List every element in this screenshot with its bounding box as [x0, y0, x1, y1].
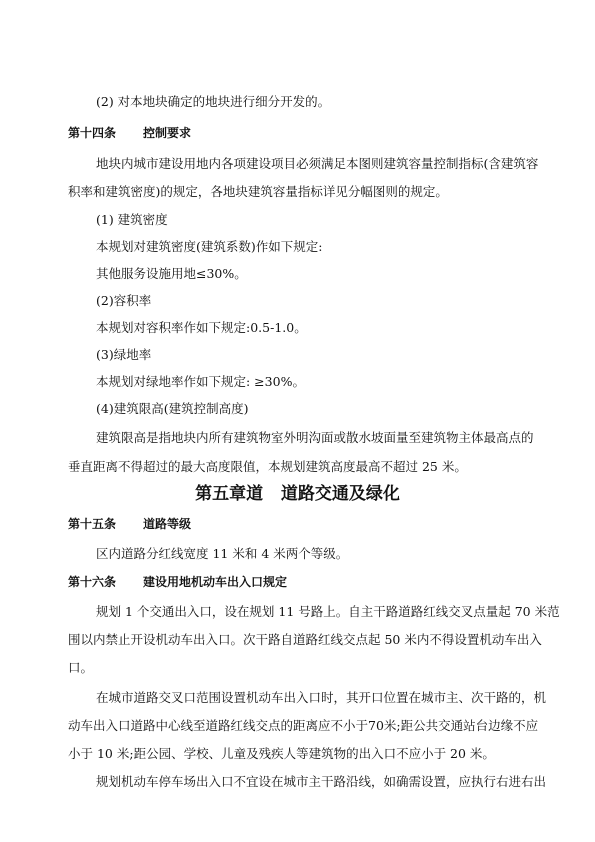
- list-item: (1) 建筑密度: [96, 212, 168, 227]
- article-14-heading: [68, 125, 191, 141]
- paragraph-line: 地块内城市建设用地内各项建设项目必须满足本图则建筑容量控制指标(含建筑容: [96, 156, 539, 171]
- article-16-title: 建设用地机动车出入口规定: [143, 575, 288, 589]
- paragraph-line: 本规划对建筑密度(建筑系数)作如下规定:: [96, 239, 323, 254]
- list-item: (2)容积率: [96, 293, 152, 308]
- article-15-title: 道路等级: [143, 517, 192, 531]
- paragraph-line: 积率和建筑密度)的规定，各地块建筑容量指标详见分幅图则的规定。: [68, 184, 448, 199]
- item-2-text: (2) 对本地块确定的地块进行细分开发的。: [96, 94, 331, 109]
- paragraph-line: 动车出入口道路中心线至道路红线交点的距离应不小于70米;距公共交通站台边缘不应: [68, 718, 539, 733]
- article-14-title: 控制要求: [143, 126, 192, 140]
- article-16-heading: [68, 574, 287, 590]
- paragraph-line: 围以内禁止开设机动车出入口。次干路自道路红线交点起 50 米内不得设置机动车出入: [68, 632, 542, 647]
- list-item: (4)建筑限高(建筑控制高度): [96, 401, 249, 416]
- article-15-heading: [68, 516, 191, 532]
- chapter-title: 第五章道 道路交通及绿化: [195, 484, 400, 504]
- paragraph-line: 规划 1 个交通出入口，设在规划 11 号路上。自主干路道路红线交叉点量起 70 米范: [96, 604, 560, 619]
- article-16-number: 第十六条: [68, 575, 117, 589]
- paragraph-line: 小于 10 米;距公园、学校、儿童及残疾人等建筑物的出入口不应小于 20 米。: [68, 746, 495, 761]
- list-item: (3)绿地率: [96, 347, 152, 362]
- paragraph-line: 本规划对容积率作如下规定:0.5-1.0。: [96, 320, 307, 335]
- paragraph-line: 垂直距离不得超过的最大高度限值，本规划建筑高度最高不超过 25 米。: [68, 459, 467, 474]
- article-14-number: 第十四条: [68, 126, 117, 140]
- paragraph-line: 其他服务设施用地≤30%。: [96, 266, 247, 281]
- article-15-number: 第十五条: [68, 517, 117, 531]
- paragraph-line: 在城市道路交叉口范围设置机动车出入口时，其开口位置在城市主、次干路的，机: [96, 690, 547, 705]
- paragraph-line: 区内道路分红线宽度 11 米和 4 米两个等级。: [96, 546, 349, 561]
- paragraph-line: 本规划对绿地率作如下规定: ≥30%。: [96, 374, 305, 389]
- paragraph-line: 规划机动车停车场出入口不宜设在城市主干路沿线，如确需设置，应执行右进右出: [96, 774, 547, 789]
- paragraph-line: 口。: [68, 660, 94, 675]
- paragraph-line: 建筑限高是指地块内所有建筑物室外明沟面或散水坡面量至建筑物主体最高点的: [96, 430, 534, 445]
